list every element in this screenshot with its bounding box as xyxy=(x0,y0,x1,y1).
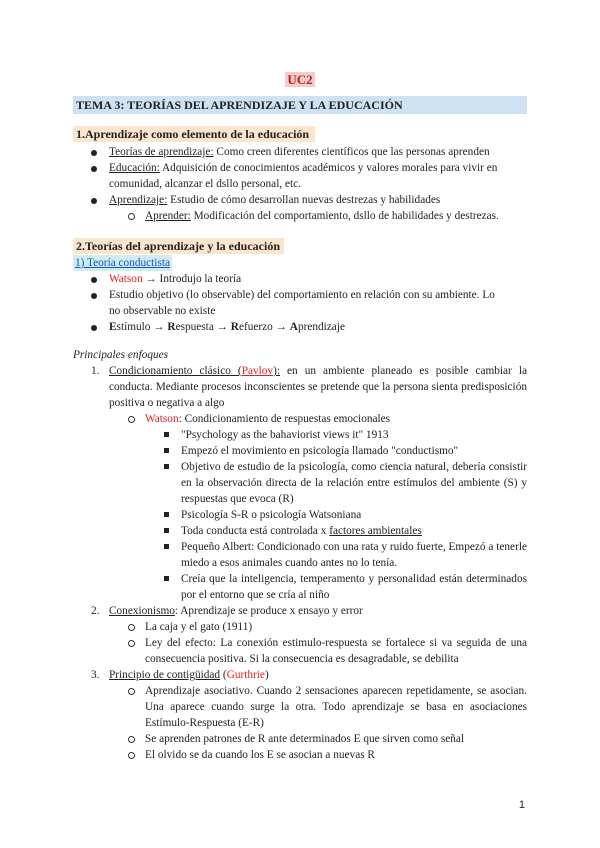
sub-list-item: Aprender: Modificación del comportamiento, dsllo de habilidades y destrezas. xyxy=(145,210,499,222)
subsection-title: 1) Teoría conductista xyxy=(75,257,170,269)
hollow-bullet-icon xyxy=(128,640,135,647)
sub-list-item: El olvido se da cuando los E se asocian a nuevas R xyxy=(145,749,375,761)
list-number: 1. xyxy=(91,365,100,377)
sub-sub-list-item: Psicología S-R o psicología Watsoniana xyxy=(181,509,362,521)
bullet-icon xyxy=(91,325,97,331)
hollow-bullet-icon xyxy=(128,213,135,220)
sub-list-item: Ley del efecto: La conexión estimulo-respuesta se fortalece si va seguida de una consecuencia positiva. Si la consecuencia es desagradable, se debilita xyxy=(145,637,527,665)
list-item-continuation: comunidad, alcanzar el dsllo personal, etc. xyxy=(109,178,301,190)
sub-sub-list-item: Creía que la inteligencia, temperamento y personalidad están determinados por el entorno que se cría al niño xyxy=(181,573,527,601)
sub-list-item: Aprendizaje asociativo. Cuando 2 sensaciones aparecen repetidamente, se asocian. Una aparece cuando surge la otra. Todo aprendizaje se basa en asociaciones Estímulo-Respuesta (E-R) xyxy=(145,685,527,729)
list-item: Estudio objetivo (lo observable) del comportamiento en relación con su ambiente. Lo xyxy=(109,289,495,301)
list-number: 2. xyxy=(91,605,100,617)
list-item: Principio de contigüidad (Gurthrie) xyxy=(109,669,269,681)
hollow-bullet-icon xyxy=(128,688,135,695)
list-number: 3. xyxy=(91,669,100,681)
bullet-icon xyxy=(91,198,97,204)
list-item: Condicionamiento clásico (Pavlov): en un ambiente planeado es posible cambiar la conducta. Mediante procesos inconscientes se pretende que la persona sienta predisposición positiva o negativa a algo xyxy=(109,365,528,409)
square-bullet-icon xyxy=(164,576,169,581)
square-bullet-icon xyxy=(164,512,169,517)
section-1-title: 1.Aprendizaje como elemento de la educación xyxy=(73,126,315,142)
list-item: Watson → Introdujo la teoría xyxy=(109,273,242,285)
unit-title: UC2 xyxy=(287,72,313,87)
hollow-bullet-icon xyxy=(128,752,135,759)
hollow-bullet-icon xyxy=(128,736,135,743)
sub-sub-list-item: Pequeño Albert: Condicionado con una rata y ruido fuerte, Empezó a tenerle miedo a esos animales cuando antes no lo tenía. xyxy=(181,541,527,569)
square-bullet-icon xyxy=(164,448,169,453)
list-item: Conexionismo: Aprendizaje se produce x ensayo y error xyxy=(109,605,363,617)
sub-sub-list-item: Toda conducta está controlada x factores ambientales xyxy=(181,525,422,537)
subheading: Principales enfoques xyxy=(73,349,169,361)
square-bullet-icon xyxy=(164,432,169,437)
hollow-bullet-icon xyxy=(128,624,135,631)
sub-sub-list-item: "Psychology as the bahaviorist views it" 1913 xyxy=(181,429,389,441)
list-item: Aprendizaje: Estudio de cómo desarrollan nuevas destrezas y habilidades xyxy=(109,194,441,206)
square-bullet-icon xyxy=(164,528,169,533)
bullet-icon xyxy=(91,166,97,172)
topic-title: TEMA 3: TEORÍAS DEL APRENDIZAJE Y LA EDUCACIÓN xyxy=(73,96,527,114)
section-2-title: 2.Teorías del aprendizaje y la educación xyxy=(73,238,284,254)
list-item: Educación: Adquisición de conocimientos académicos y valores morales para vivir en xyxy=(109,162,498,174)
sub-sub-list-item: Objetivo de estudio de la psicología, como ciencia natural, debería consistir en la observación directa de la relación entre estímulos del ambiente (S) y respuestas que evoca (R) xyxy=(181,461,527,505)
square-bullet-icon xyxy=(164,464,169,469)
bullet-icon xyxy=(91,293,97,299)
bullet-icon xyxy=(91,277,97,283)
square-bullet-icon xyxy=(164,544,169,549)
sub-list-item: Se aprenden patrones de R ante determinados E que sirven como señal xyxy=(145,733,465,745)
sub-list-item: Watson: Condicionamiento de respuestas emocionales xyxy=(145,413,391,425)
page-number: 1 xyxy=(518,799,525,811)
list-item: Teorías de aprendizaje: Como creen diferentes científicos que las personas aprenden xyxy=(109,146,490,158)
sub-sub-list-item: Empezó el movimiento en psicología llamado "conductismo" xyxy=(181,445,459,457)
list-item: Estímulo → Respuesta → Refuerzo → Aprendizaje xyxy=(109,321,345,333)
bullet-icon xyxy=(91,150,97,156)
hollow-bullet-icon xyxy=(128,416,135,423)
list-item-continuation: no observable no existe xyxy=(109,305,216,317)
sub-list-item: La caja y el gato (1911) xyxy=(145,621,253,633)
